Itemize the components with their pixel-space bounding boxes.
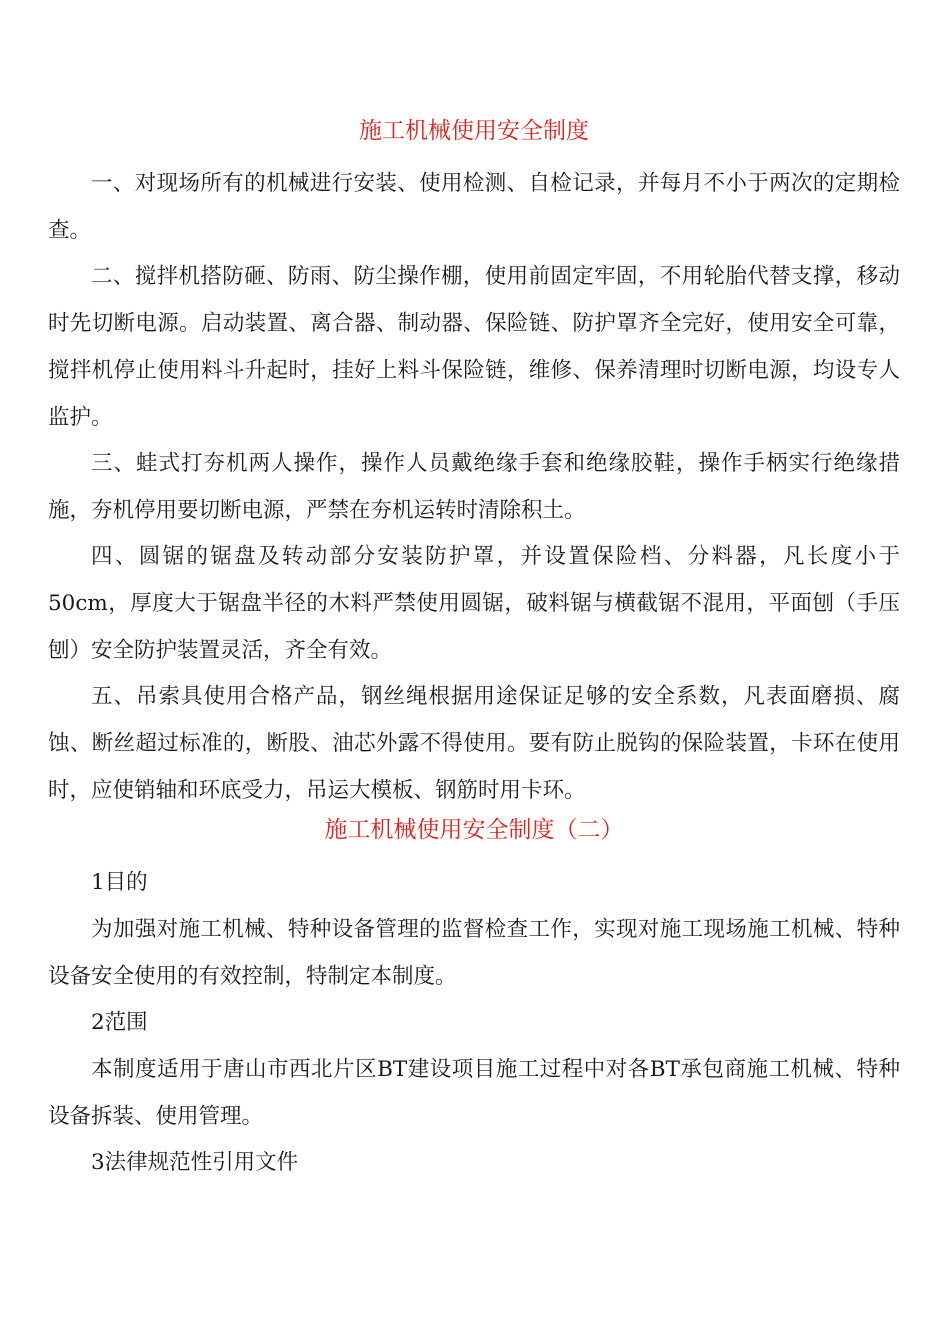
rule-paragraph-4: 四、圆锯的锯盘及转动部分安装防护罩，并设置保险档、分料器，凡长度小于50cm，厚度大于锯盘半径的木料严禁使用圆锯，破料锯与横截锯不混用，平面刨（手压刨）安全防护装置灵活，齐全有效。: [48, 544, 900, 663]
rule-paragraph-3: 三、蛙式打夯机两人操作，操作人员戴绝缘手套和绝缘胶鞋，操作手柄实行绝缘措施，夯机停用要切断电源，严禁在夯机运转时清除积土。: [48, 451, 900, 523]
section-heading-purpose: 1目的: [91, 870, 148, 895]
document-title: 施工机械使用安全制度: [359, 118, 589, 144]
document-subtitle: 施工机械使用安全制度（二）: [324, 817, 624, 843]
section-heading-scope: 2范围: [91, 1010, 148, 1035]
section-heading-references: 3法律规范性引用文件: [91, 1150, 299, 1175]
section-text-purpose: 为加强对施工机械、特种设备管理的监督检查工作，实现对施工现场施工机械、特种设备安全使用的有效控制，特制定本制度。: [48, 917, 900, 989]
rule-paragraph-5: 五、吊索具使用合格产品，钢丝绳根据用途保证足够的安全系数，凡表面磨损、腐蚀、断丝超过标准的，断股、油芯外露不得使用。要有防止脱钩的保险装置，卡环在使用时，应使销轴和环底受力，吊运大模板、钢筋时用卡环。: [48, 684, 900, 803]
rule-paragraph-2: 二、搅拌机搭防砸、防雨、防尘操作棚，使用前固定牢固，不用轮胎代替支撑，移动时先切断电源。启动装置、离合器、制动器、保险链、防护罩齐全完好，使用安全可靠，搅拌机停止使用料斗升起时，挂好上料斗保险链，维修、保养清理时切断电源，均设专人监护。: [48, 264, 900, 430]
rule-paragraph-1: 一、对现场所有的机械进行安装、使用检测、自检记录，并每月不小于两次的定期检查。: [48, 171, 900, 243]
section-text-scope: 本制度适用于唐山市西北片区BT建设项目施工过程中对各BT承包商施工机械、特种设备拆装、使用管理。: [48, 1057, 900, 1129]
